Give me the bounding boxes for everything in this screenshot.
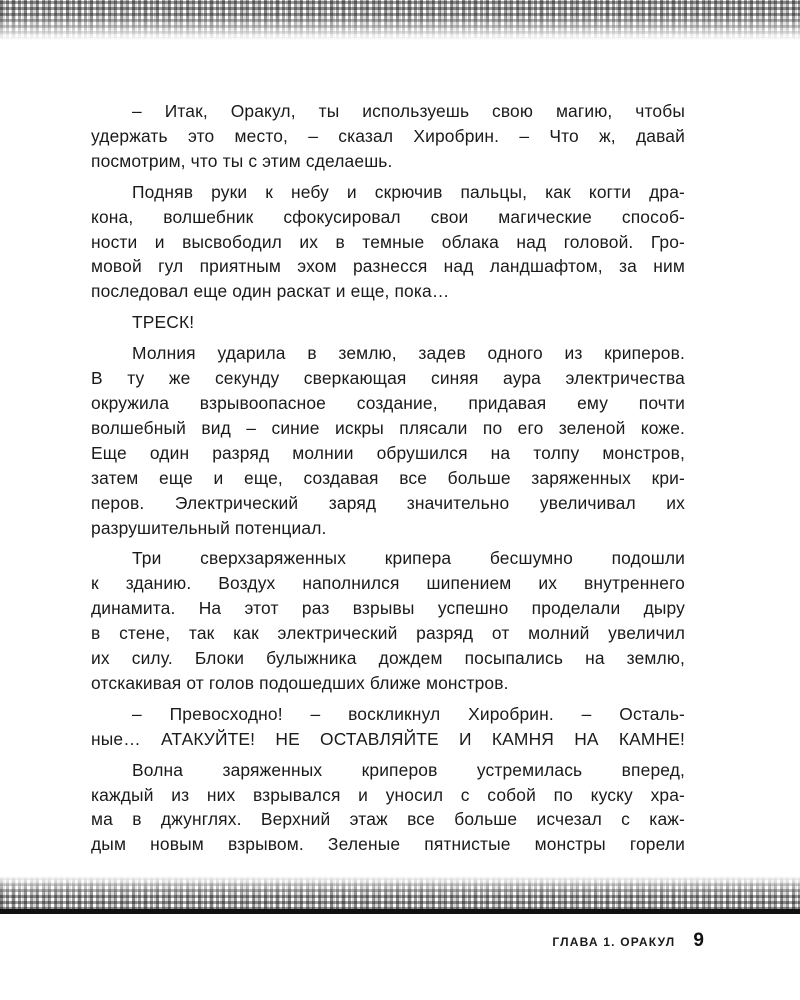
text-line: окружила взрывоопасное создание, придавая ему почти	[91, 392, 685, 413]
page-number: 9	[693, 930, 704, 951]
text-line: Молния ударила в землю, задев одного из криперов.	[132, 343, 685, 364]
text-line: ности и высвободил их в темные облака над головой. Гро-	[91, 231, 685, 252]
text-line: удержать это место, – сказал Хиробрин. – Что ж, давай	[91, 125, 685, 146]
text-line: ные… АТАКУЙТЕ! НЕ ОСТАВЛЯЙТЕ И КАМНЯ НА КАМНЕ!	[91, 728, 685, 749]
text-line: отскакивая от голов подошедших ближе монстров.	[91, 672, 509, 693]
text-line: их силу. Блоки булыжника дождем посыпались на землю,	[91, 648, 685, 669]
text-line: Еще один разряд молнии обрушился на толпу монстров,	[91, 442, 685, 463]
text-line: затем еще и еще, создавая все больше заряженных кри-	[91, 467, 685, 488]
text-line: перов. Электрический заряд значительно увеличивал их	[91, 492, 685, 513]
text-line: дым новым взрывом. Зеленые пятнистые монстры горели	[91, 834, 685, 855]
page-body	[91, 99, 685, 863]
paragraph	[91, 180, 685, 305]
paragraph	[91, 310, 685, 335]
text-line: – Превосходно! – воскликнул Хиробрин. – Осталь-	[132, 703, 685, 724]
text-line: в стене, так как электрический разряд от молний увеличил	[91, 623, 685, 644]
text-line: Три сверхзаряженных крипера бесшумно подошли	[132, 548, 685, 569]
bottom-pixel-border	[0, 876, 800, 910]
text-line: Волна заряженных криперов устремилась вперед,	[132, 759, 685, 780]
text-line: каждый из них взрывался и уносил с собой по куску хра-	[91, 784, 685, 805]
text-line: – Итак, Оракул, ты используешь свою магию, чтобы	[132, 101, 685, 121]
text-line: мовой гул приятным эхом разнесся над ландшафтом, за ним	[91, 256, 685, 277]
paragraph	[91, 341, 685, 540]
text-line: В ту же секунду сверкающая синяя аура электричества	[91, 368, 685, 389]
text-line: разрушительный потенциал.	[91, 517, 327, 538]
text-line: кона, волшебник сфокусировал свои магические способ-	[91, 206, 685, 227]
text-line: динамита. На этот раз взрывы успешно проделали дыру	[91, 598, 685, 619]
text-line: посмотрим, что ты с этим сделаешь.	[91, 150, 393, 171]
top-pixel-border	[0, 0, 800, 40]
text-line: волшебный вид – синие искры плясали по его зеленой коже.	[91, 417, 685, 438]
paragraph	[91, 546, 685, 695]
chapter-title: ГЛАВА 1. ОРАКУЛ	[552, 935, 676, 949]
paragraph	[91, 99, 685, 174]
text-line: ТРЕСК!	[132, 312, 195, 333]
page-footer	[552, 930, 704, 952]
text-line: Подняв руки к небу и скрючив пальцы, как когти дра-	[132, 181, 685, 202]
text-line: ма в джунглях. Верхний этаж все больше исчезал с каж-	[91, 809, 685, 830]
text-line: к зданию. Воздух наполнился шипением их внутреннего	[91, 573, 685, 594]
paragraph	[91, 758, 685, 858]
paragraph	[91, 702, 685, 752]
footer-rule	[0, 909, 800, 914]
text-line: последовал еще один раскат и еще, пока…	[91, 281, 450, 302]
